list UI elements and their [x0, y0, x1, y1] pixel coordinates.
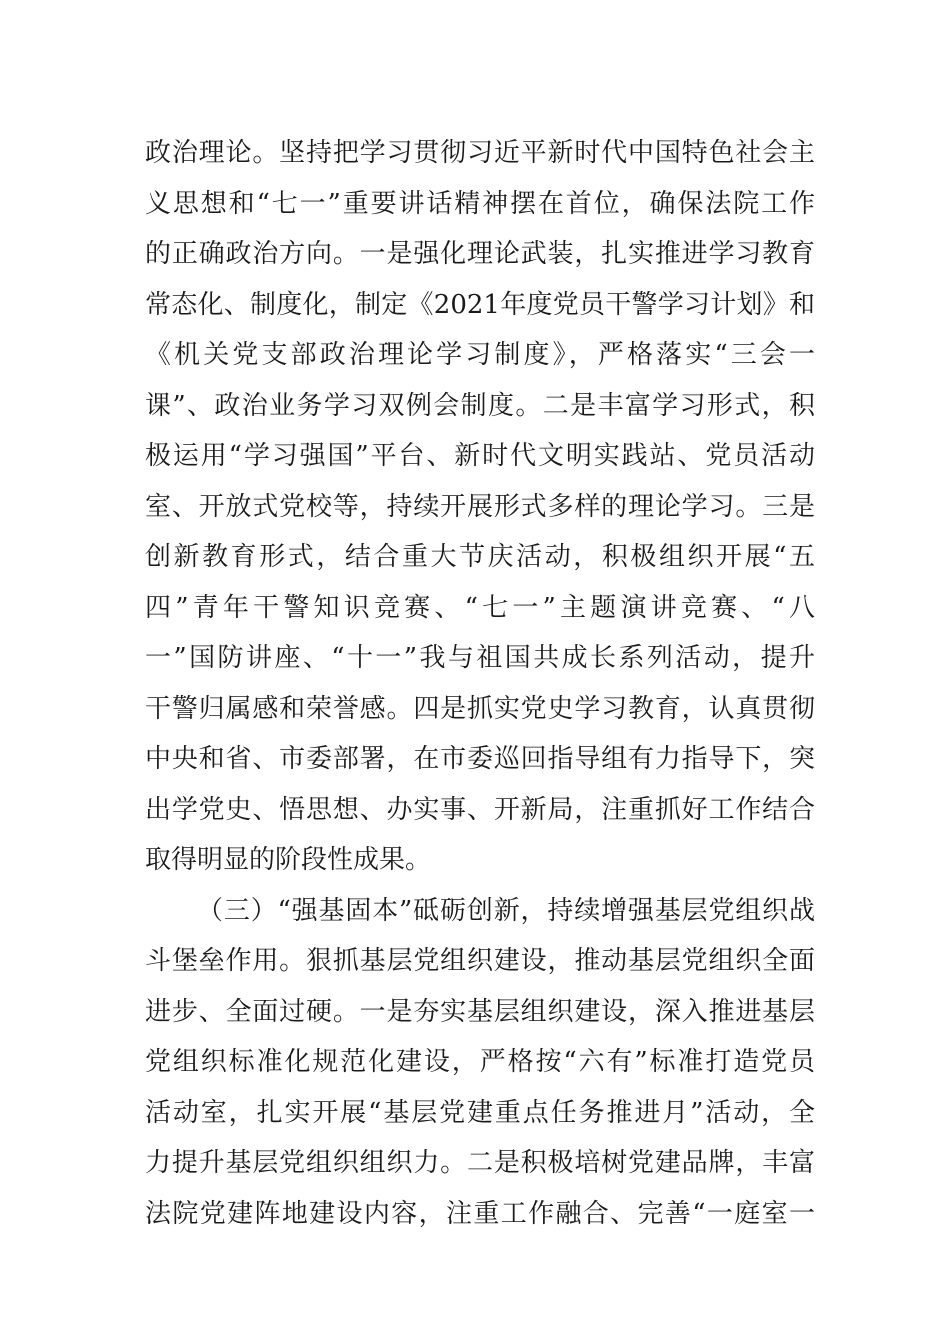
text-line: 极运用“学习强国”平台、新时代文明实践站、党员活动 [145, 441, 815, 471]
document-body [145, 128, 815, 1239]
text-line: 课”、政治业务学习双例会制度。二是丰富学习形式，积 [145, 390, 815, 421]
text-line: 取得明显的阶段性成果。 [145, 845, 432, 875]
text-line: 《机关党支部政治理论学习制度》，严格落实“三会一 [145, 340, 815, 370]
text-line: 法院党建阵地建设内容，注重工作融合、完善“一庭室一 [145, 1198, 815, 1229]
text-line: 室、开放式党校等，持续开展形式多样的理论学习。三是 [145, 491, 815, 522]
text-line: 义思想和“七一”重要讲话精神摆在首位，确保法院工作 [145, 188, 815, 219]
text-line: 活动室，扎实开展“基层党建重点任务推进月”活动，全 [145, 1097, 815, 1128]
text-line: 力提升基层党组织组织力。二是积极培树党建品牌，丰富 [145, 1148, 815, 1178]
text-line: 四”青年干警知识竞赛、“七一”主题演讲竞赛、“八 [145, 592, 815, 623]
text-line: 干警归属感和荣誉感。四是抓实党史学习教育，认真贯彻 [145, 693, 815, 724]
text-line: 中央和省、市委部署，在市委巡回指导组有力指导下，突 [145, 744, 815, 774]
text-line: 出学党史、悟思想、办实事、开新局，注重抓好工作结合 [145, 794, 815, 825]
text-line: 进步、全面过硬。一是夯实基层组织建设，深入推进基层 [145, 996, 815, 1027]
text-line: 党组织标准化规范化建设，严格按“六有”标准打造党员 [145, 1047, 815, 1077]
text-line: 斗堡垒作用。狠抓基层党组织建设，推动基层党组织全面 [145, 946, 815, 976]
text-line: 的正确政治方向。一是强化理论武装，扎实推进学习教育 [145, 239, 815, 269]
text-line: 一”国防讲座、“十一”我与祖国共成长系列活动，提升 [145, 643, 815, 673]
text-line: 政治理论。坚持把学习贯彻习近平新时代中国特色社会主 [145, 138, 815, 168]
text-line: 常态化、制度化，制定《2021年度党员干警学习计划》和 [145, 289, 815, 320]
text-line: 创新教育形式，结合重大节庆活动，积极组织开展“五 [145, 542, 815, 572]
section-heading-line: （三）“强基固本”砥砺创新，持续增强基层党组织战 [197, 895, 815, 926]
paragraph-2 [145, 886, 815, 1240]
paragraph-1 [145, 128, 815, 886]
